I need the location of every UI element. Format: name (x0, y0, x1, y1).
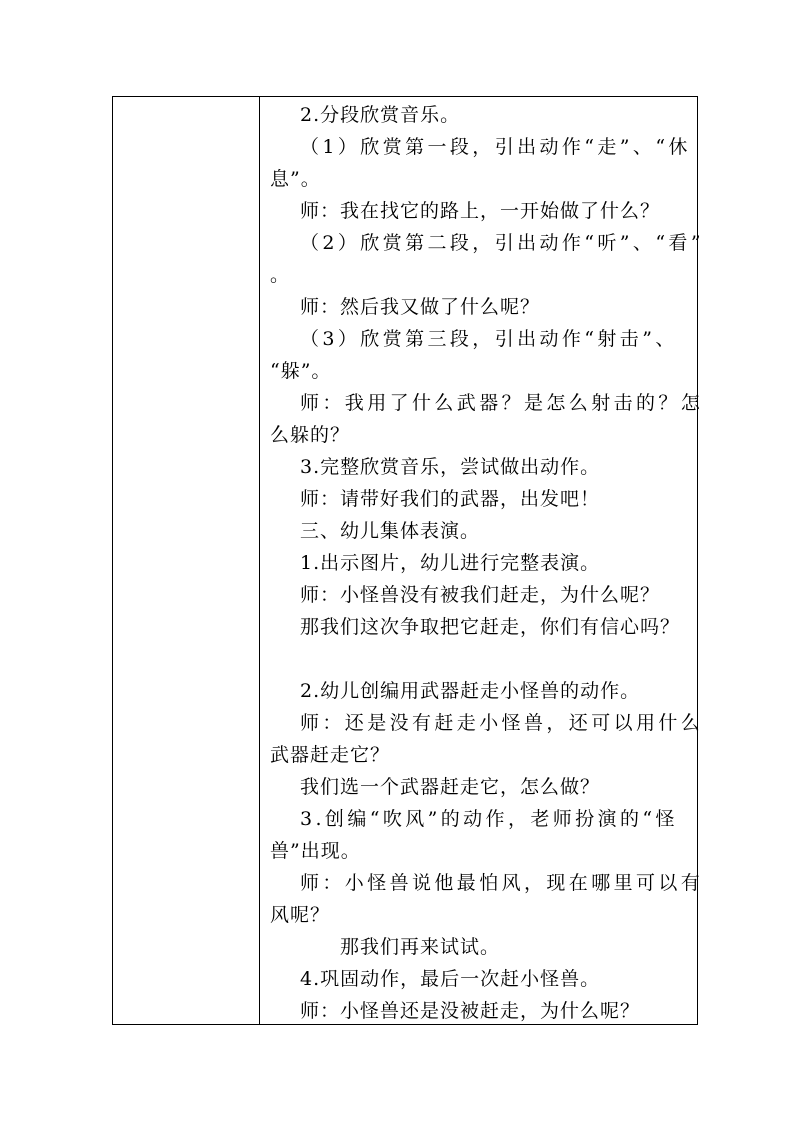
text-line: 师：小怪兽还是没被赶走，为什么呢？ (300, 1000, 641, 1022)
text-line: 三、幼儿集体表演。 (300, 520, 481, 542)
text-line: （1）欣赏第一段，引出动作“走”、“休 (300, 136, 691, 158)
text-line: 师：我用了什么武器？是怎么射击的？怎 (300, 392, 704, 414)
text-line: “躲”。 (270, 360, 332, 382)
text-line: 兽”出现。 (270, 840, 361, 862)
text-line: 武器赶走它？ (270, 744, 391, 766)
lesson-table (112, 96, 704, 1025)
text-line: 。 (270, 264, 291, 286)
text-line: 么躲的？ (270, 424, 351, 446)
text-line: 师：请带好我们的武器，出发吧！ (300, 488, 601, 510)
text-line: 2.幼儿创编用武器赶走小怪兽的动作。 (300, 680, 641, 702)
text-line: 4.巩固动作，最后一次赶小怪兽。 (300, 968, 601, 990)
text-line: 风呢？ (270, 904, 331, 926)
text-line: 师：我在找它的路上，一开始做了什么？ (300, 200, 661, 222)
text-line: 师：还是没有赶走小怪兽，还可以用什么 (300, 712, 704, 734)
table-left-cell (113, 97, 260, 1024)
text-line: （3）欣赏第三段，引出动作“射击”、 (300, 328, 678, 350)
text-line: 那我们这次争取把它赶走，你们有信心吗？ (300, 616, 681, 638)
text-line: 1.出示图片，幼儿进行完整表演。 (300, 552, 601, 574)
text-line: 我们选一个武器赶走它，怎么做？ (300, 776, 601, 798)
text-line: （2）欣赏第二段，引出动作“听”、“看” (300, 232, 704, 254)
text-line: 息”。 (270, 168, 321, 190)
text-line: 3.创编“吹风”的动作，老师扮演的“怪 (300, 808, 678, 830)
table-right-cell (260, 97, 704, 1024)
text-line: 师：然后我又做了什么呢？ (300, 296, 541, 318)
text-line: 师：小怪兽说他最怕风，现在哪里可以有 (300, 872, 704, 894)
text-line: 2.分段欣赏音乐。 (300, 104, 461, 126)
text-line: 师：小怪兽没有被我们赶走，为什么呢？ (300, 584, 661, 606)
text-line: 那我们再来试试。 (340, 936, 501, 958)
text-line: 3.完整欣赏音乐，尝试做出动作。 (300, 456, 601, 478)
